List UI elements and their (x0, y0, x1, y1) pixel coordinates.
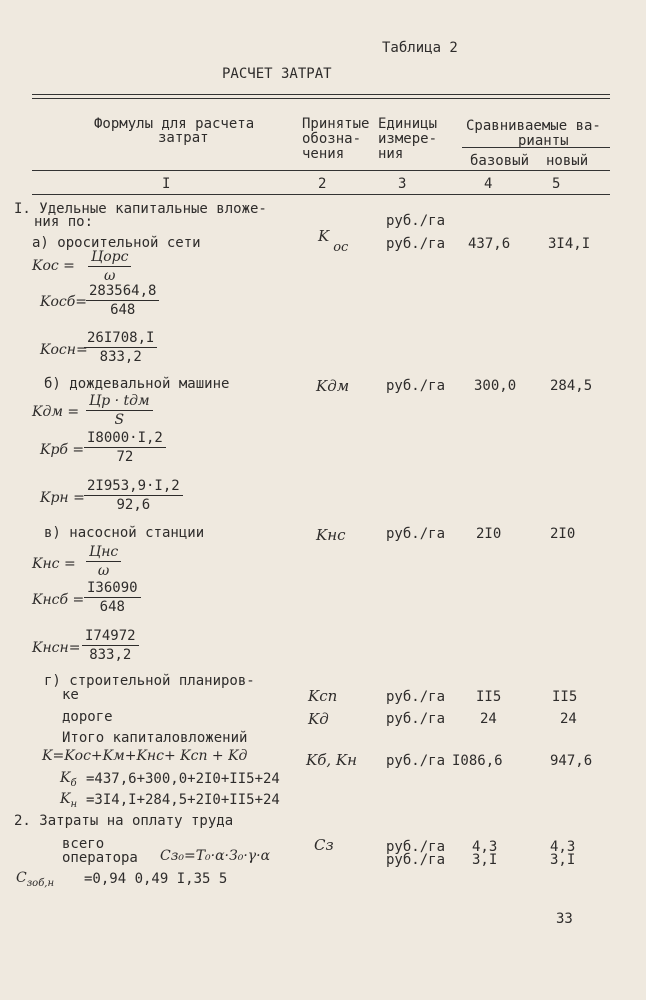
item-b-base-lhs: Kрб = (40, 442, 85, 458)
item-a-new-den: 833,2 (99, 349, 142, 365)
header-compared-1: Сравниваемые ва- (466, 118, 601, 134)
item-b-base: 300,0 (474, 378, 517, 394)
total-base-lhs: $K_б$ (60, 770, 77, 789)
section2-calc-line: =0,94 0,49 I,35 5 (84, 871, 228, 887)
item-a-base: 437,6 (468, 236, 511, 252)
total-new-lhs: $K_н$ (60, 791, 78, 810)
item-b-new-lhs: Kрн = (40, 490, 85, 506)
item-a-new-num: 26I708,I (84, 330, 157, 348)
item-a-notation: Kос (318, 227, 349, 255)
header-formulas-2: затрат (158, 130, 209, 146)
section2-operator-formula: Cз₀=T₀·α·З₀·γ·α (160, 848, 271, 864)
item-d-base: II5 (476, 689, 502, 705)
item-b-new-num: 2I953,9·I,2 (84, 478, 183, 496)
item-a-formula-den: ω (104, 268, 116, 284)
item-a-new-lhs: Kосн= (40, 342, 88, 358)
item-a-base-num: 283564,8 (86, 283, 159, 301)
section1-unit: руб./га (386, 213, 446, 229)
item-a-new: 3I4,I (548, 236, 591, 252)
page-number: 33 (556, 911, 573, 927)
section1-title-2: ния по: (34, 214, 94, 230)
item-d-new: II5 (552, 689, 578, 705)
col-number-5: 5 (552, 176, 561, 192)
item-c-notation: Kнс (316, 526, 346, 544)
page-title: РАСЧЕТ ЗАТРАТ (222, 66, 332, 82)
header-units-3: ния (378, 146, 404, 162)
item-c-formula-num: Цнс (86, 544, 121, 562)
total-formula: K=Kос+Kм+Kнс+ Kсп + Kд (42, 748, 248, 764)
item-c-label: в) насосной станции (44, 525, 205, 541)
item-c-formula-lhs: Kнс = (32, 556, 76, 572)
item-a-unit: руб./га (386, 236, 446, 252)
item-c-base-den: 648 (99, 599, 125, 615)
section1-title-1: I. Удельные капитальные вложе- (14, 201, 267, 217)
item-road-base: 24 (480, 711, 497, 727)
item-b-base-num: I8000·I,2 (84, 430, 166, 448)
section2-notation: Cз (314, 836, 334, 854)
item-b-new-frac (84, 478, 183, 513)
header-notation-1: Принятые (302, 116, 370, 132)
header-formulas-1: Формулы для расчета (94, 116, 255, 132)
item-a-formula-num: Цорс (88, 249, 131, 267)
top-rule-2 (32, 98, 610, 99)
item-b-new: 284,5 (550, 378, 593, 394)
total-new: 947,6 (550, 753, 593, 769)
item-c-base-lhs: Kнсб = (32, 592, 85, 608)
top-rule (32, 94, 610, 95)
item-b-notation: Kдм (316, 377, 350, 395)
item-c-unit: руб./га (386, 526, 446, 542)
item-road-notation: Kд (308, 710, 329, 728)
item-b-formula-lhs: Kдм = (32, 404, 80, 420)
header-bottom-rule (32, 170, 610, 171)
item-b-label: б) дождевальной машине (44, 376, 230, 392)
item-a-new-frac (84, 330, 157, 365)
item-c-new-frac (82, 628, 139, 663)
total-new-line: =3I4,I+284,5+2I0+II5+24 (86, 792, 280, 808)
header-notation-2: обозна- (302, 131, 362, 147)
item-b-unit: руб./га (386, 378, 446, 394)
item-d-notation: Kсп (308, 687, 338, 705)
section2-new-operator: 3,I (550, 852, 576, 868)
header-new: новый (546, 153, 589, 169)
item-b-formula-den: S (114, 412, 125, 428)
item-c-new-lhs: Kнсн= (32, 640, 81, 656)
table-caption: Таблица 2 (382, 40, 458, 56)
item-c-new-num: I74972 (82, 628, 139, 646)
header-notation-3: чения (302, 146, 345, 162)
total-notation: Kб, Kн (306, 751, 357, 769)
col-number-3: 3 (398, 176, 407, 192)
total-base-line: =437,6+300,0+2I0+II5+24 (86, 771, 280, 787)
section2-all: всего (62, 836, 105, 852)
item-c-base-frac (84, 580, 141, 615)
item-b-base-frac (84, 430, 166, 465)
header-units-1: Единицы (378, 116, 438, 132)
header-subrule (462, 147, 610, 148)
item-c-new: 2I0 (550, 526, 576, 542)
section2-base-all: 4,3 (472, 839, 498, 855)
item-c-formula-den: ω (97, 563, 110, 579)
item-b-base-den: 72 (116, 449, 134, 465)
item-b-formula-num: Цр · tдм (86, 393, 153, 411)
item-a-formula-lhs: Kос = (32, 258, 75, 274)
item-c-new-den: 833,2 (89, 647, 132, 663)
numbers-rule (32, 194, 610, 195)
item-road-label: дороге (62, 709, 113, 725)
header-units-2: измере- (378, 131, 438, 147)
section2-calc-lhs: $C_{зоб,н}$ (16, 870, 55, 889)
header-base: базовый (470, 153, 530, 169)
item-a-formula-frac (88, 249, 131, 284)
item-d-label-2: ке (62, 687, 79, 703)
section2-operator: оператора (62, 850, 138, 866)
section2-unit-all: руб./га (386, 839, 446, 855)
item-road-new: 24 (560, 711, 577, 727)
item-d-unit: руб./га (386, 689, 446, 705)
section2-new-all: 4,3 (550, 839, 576, 855)
item-road-unit: руб./га (386, 711, 446, 727)
col-number-2: 2 (318, 176, 327, 192)
item-a-label: а) оросительной сети (32, 235, 201, 251)
item-a-base-frac (86, 283, 159, 318)
item-d-label-1: г) строительной планиров- (44, 673, 255, 689)
item-c-formula-frac (86, 544, 121, 579)
item-a-base-den: 648 (110, 302, 136, 318)
total-base: I086,6 (452, 753, 503, 769)
header-compared-2: рианты (518, 133, 569, 149)
item-c-base-num: I36090 (84, 580, 141, 598)
total-unit: руб./га (386, 753, 446, 769)
item-b-new-den: 92,6 (116, 497, 151, 513)
total-label: Итого капиталовложений (62, 730, 248, 746)
item-a-base-lhs: Kосб= (40, 294, 88, 310)
col-number-1: I (162, 176, 171, 192)
section2-title: 2. Затраты на оплату труда (14, 813, 234, 829)
item-c-base: 2I0 (476, 526, 502, 542)
section2-unit-operator: руб./га (386, 852, 446, 868)
col-number-4: 4 (484, 176, 493, 192)
section2-base-operator: 3,I (472, 852, 498, 868)
item-b-formula-frac (86, 393, 153, 428)
